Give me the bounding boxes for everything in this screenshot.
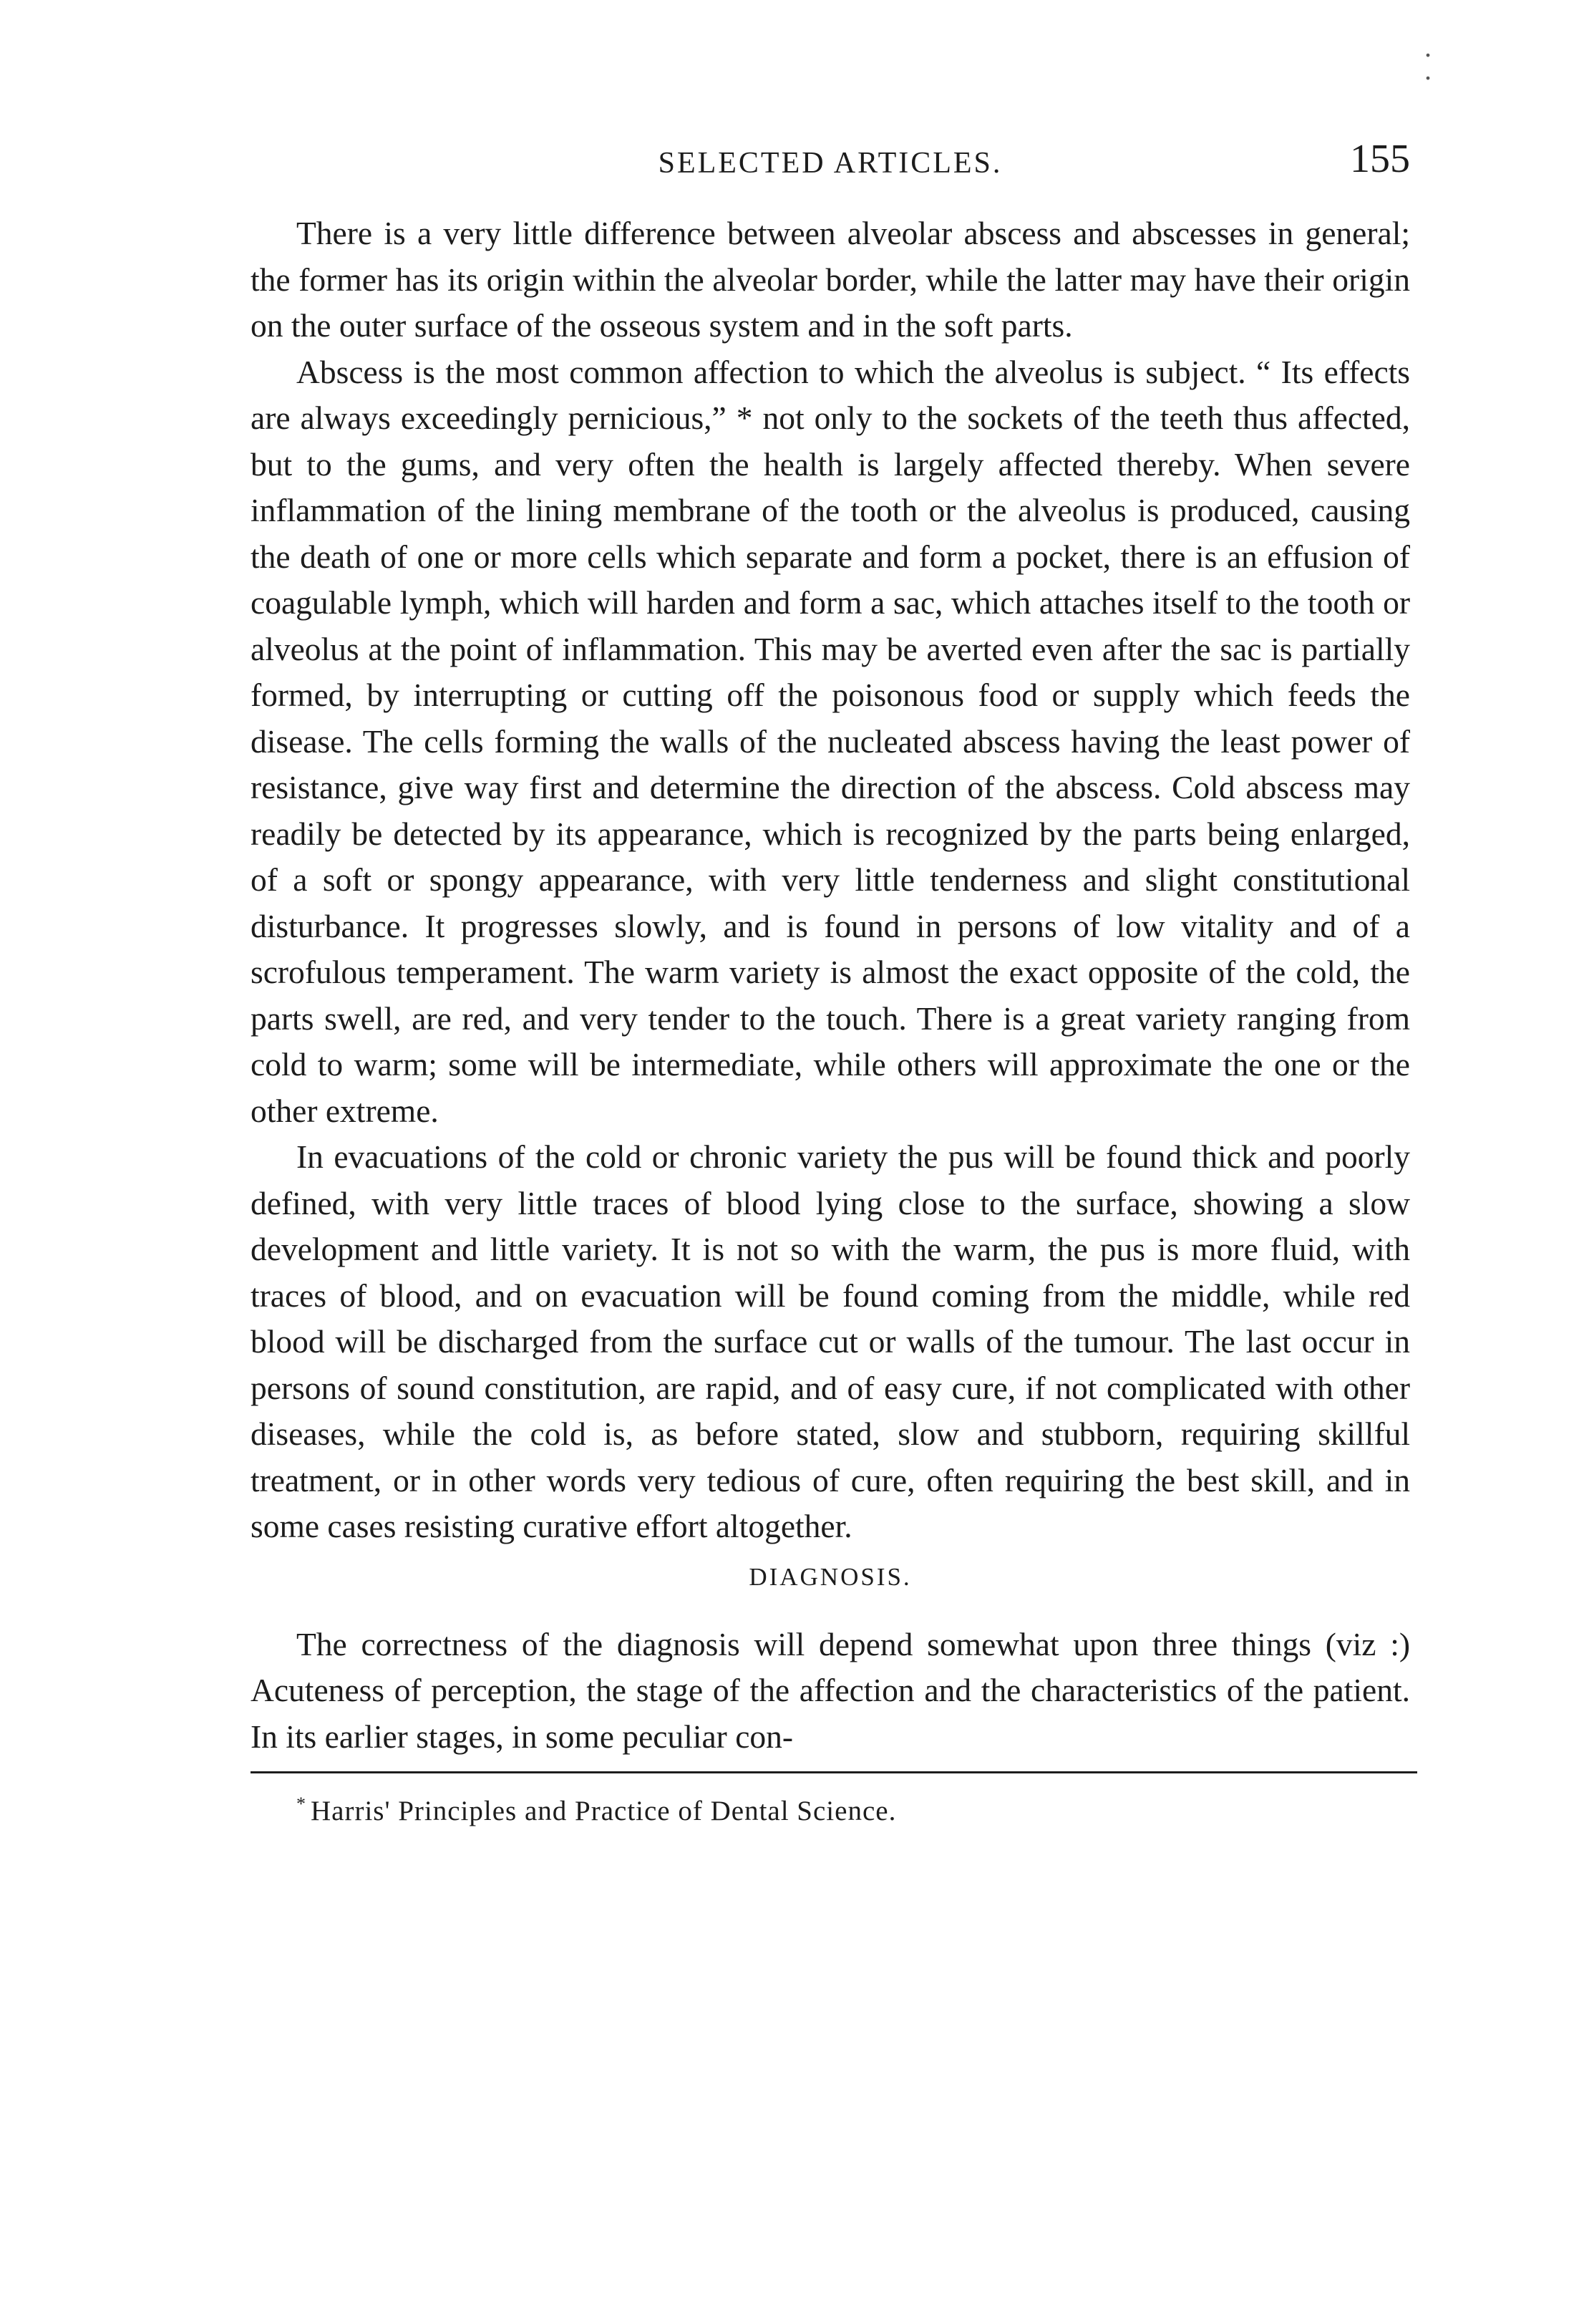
paragraph-abscess-difference: There is a very little difference between alveolar abscess and abscesses in general; the former has its origin within the alveolar border, while the latter may have their origin on the outer surface of the osseous system and in the soft parts. (251, 215, 1410, 344)
page-number: 155 (1350, 137, 1410, 181)
footnote (251, 1785, 1410, 1831)
paragraph-abscess-common-affection: Abscess is the most common affection to which the alveolus is subject. “ Its effects are always exceedingly pernicious,” * not only to the sockets of the teeth thus affected, but to the gums, and very often the health is largely affected thereby. When severe inflammation of the lining membrane of the tooth or the alveolus is produced, causing the death of one or more cells which separate and form a pocket, there is an effusion of coagulable lymph, which will harden and form a sac, which attaches itself to the tooth or alveolus at the point of inflammation. This may be averted even after the sac is partially formed, by interrupting or cutting off the poisonous food or supply which feeds the disease. The cells forming the walls of the nucleated abscess having the least power of resistance, give way first and determine the direction of the abscess. Cold abscess may readily be detected by its appearance, which is recognized by the parts being enlarged, of a soft or spongy appearance, with very little tenderness and slight constitutional disturbance. It progresses slowly, and is found in persons of low vitality and of a scrofulous temperament. The warm variety is almost the exact opposite of the cold, the parts swell, are red, and very tender to the touch. There is a great variety ranging from cold to warm; some will be intermediate, while others will approximate the one or the other extreme. (251, 353, 1410, 1129)
running-title: SELECTED ARTICLES. (658, 147, 1003, 180)
section-heading-diagnosis: DIAGNOSIS. (749, 1562, 912, 1591)
book-page (251, 136, 1410, 2212)
footnote-text: Harris' Principles and Practice of Dental Science. (311, 1796, 897, 1826)
footnote-marker: * (296, 1793, 306, 1814)
running-head (251, 136, 1410, 193)
paragraph-evacuations: In evacuations of the cold or chronic variety the pus will be found thick and poorly defined, with very little traces of blood lying close to the surface, showing a slow development and little variety. It is not so with the warm, the pus is more fluid, with traces of blood, and on evacuation will be found coming from the middle, while red blood will be discharged from the surface cut or walls of the tumour. The last occur in persons of sound constitution, are rapid, and of easy cure, if not complicated with other diseases, while the cold is, as before stated, slow and stubborn, requiring skillful treatment, or in other words very tedious of cure, often requiring the best skill, and in some cases resisting curative effort altogether. (251, 1138, 1410, 1544)
paragraph-diagnosis: The correctness of the diagnosis will depend somewhat upon three things (viz :) Acuteness of perception, the stage of the affection and the characteristics of the patient. In its earlier stages, in some peculiar con- (251, 1625, 1410, 1755)
margin-specks: . . (1424, 31, 1432, 86)
body-text (251, 210, 1410, 1760)
footnote-rule (251, 1771, 1417, 1773)
